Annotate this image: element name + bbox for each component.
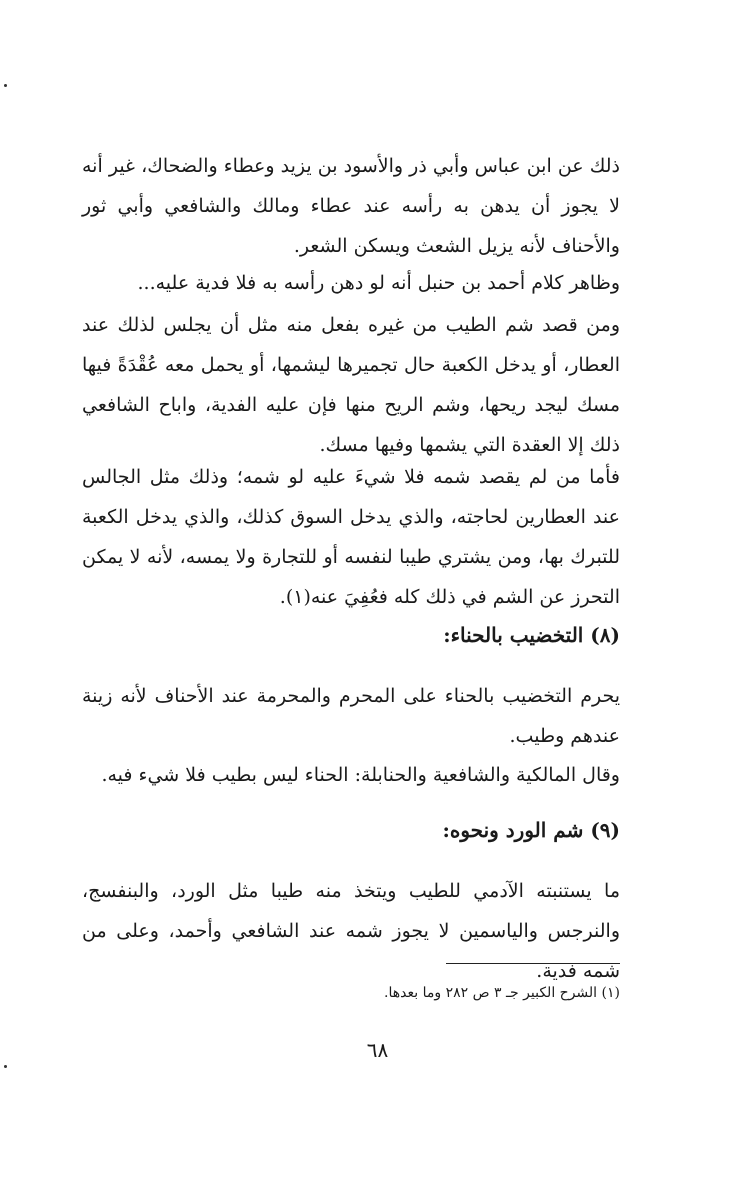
paragraph-4-text: فأما من لم يقصد شمه فلا شيءَ عليه لو شمه؛ وذلك مثل الجالس عند العطارين لحاجته، والذي يدخل السوق كذلك، والذي يدخل الكعبة للتبرك بها، ومن يشتري طيبا لنفسه أو للتجارة ولا يمسه، لأنه لا يمكن التحرز عن الشم في ذلك كله فعُفِيَ عنه(١). <box>82 466 620 608</box>
scan-mark <box>4 84 7 87</box>
paragraph-6 <box>82 755 620 795</box>
paragraph-2-text: وظاهر كلام أحمد بن حنبل أنه لو دهن رأسه به فلا فدية عليه... <box>137 272 620 294</box>
paragraph-5 <box>82 676 620 756</box>
paragraph-3 <box>82 305 620 465</box>
heading-8: (٨) التخضيب بالحناء: <box>443 623 620 647</box>
scan-mark <box>4 1065 7 1068</box>
page-number: ٦٨ <box>366 1038 389 1062</box>
paragraph-7-text: ما يستنبته الآدمي للطيب ويتخذ منه طيبا مثل الورد، والبنفسج، والنرجس والياسمين لا يجوز شمه عند الشافعي وأحمد، وعلى من شمه فدية. <box>82 880 620 982</box>
paragraph-3-text: ومن قصد شم الطيب من غيره بفعل منه مثل أن يجلس لذلك عند العطار، أو يدخل الكعبة حال تجميرها ليشمها، أو يحمل معه عُقْدَةً فيها مسك ليجد ريحها، وشم الريح منها فإن عليه الفدية، واباح الشافعي ذلك إلا العقدة التي يشمها وفيها مسك. <box>82 314 620 456</box>
paragraph-5-text: يحرم التخضيب بالحناء على المحرم والمحرمة عند الأحناف لأنه زينة عندهم وطيب. <box>82 685 620 747</box>
footnote-divider <box>446 963 620 964</box>
heading-9: (٩) شم الورد ونحوه: <box>442 818 620 842</box>
paragraph-2 <box>82 263 620 303</box>
paragraph-7 <box>82 871 620 991</box>
paragraph-1 <box>82 146 620 266</box>
paragraph-4 <box>82 457 620 617</box>
paragraph-6-text: وقال المالكية والشافعية والحنابلة: الحناء ليس بطيب فلا شيء فيه. <box>101 764 620 786</box>
paragraph-1-text: ذلك عن ابن عباس وأبي ذر والأسود بن يزيد وعطاء والضحاك، غير أنه لا يجوز أن يدهن به رأسه عند عطاء ومالك والشافعي وأبي ثور والأحناف لأنه يزيل الشعث ويسكن الشعر. <box>82 155 620 257</box>
footnote: (١) الشرح الكبير جـ ٣ ص ٢٨٢ وما بعدها. <box>384 985 620 1001</box>
